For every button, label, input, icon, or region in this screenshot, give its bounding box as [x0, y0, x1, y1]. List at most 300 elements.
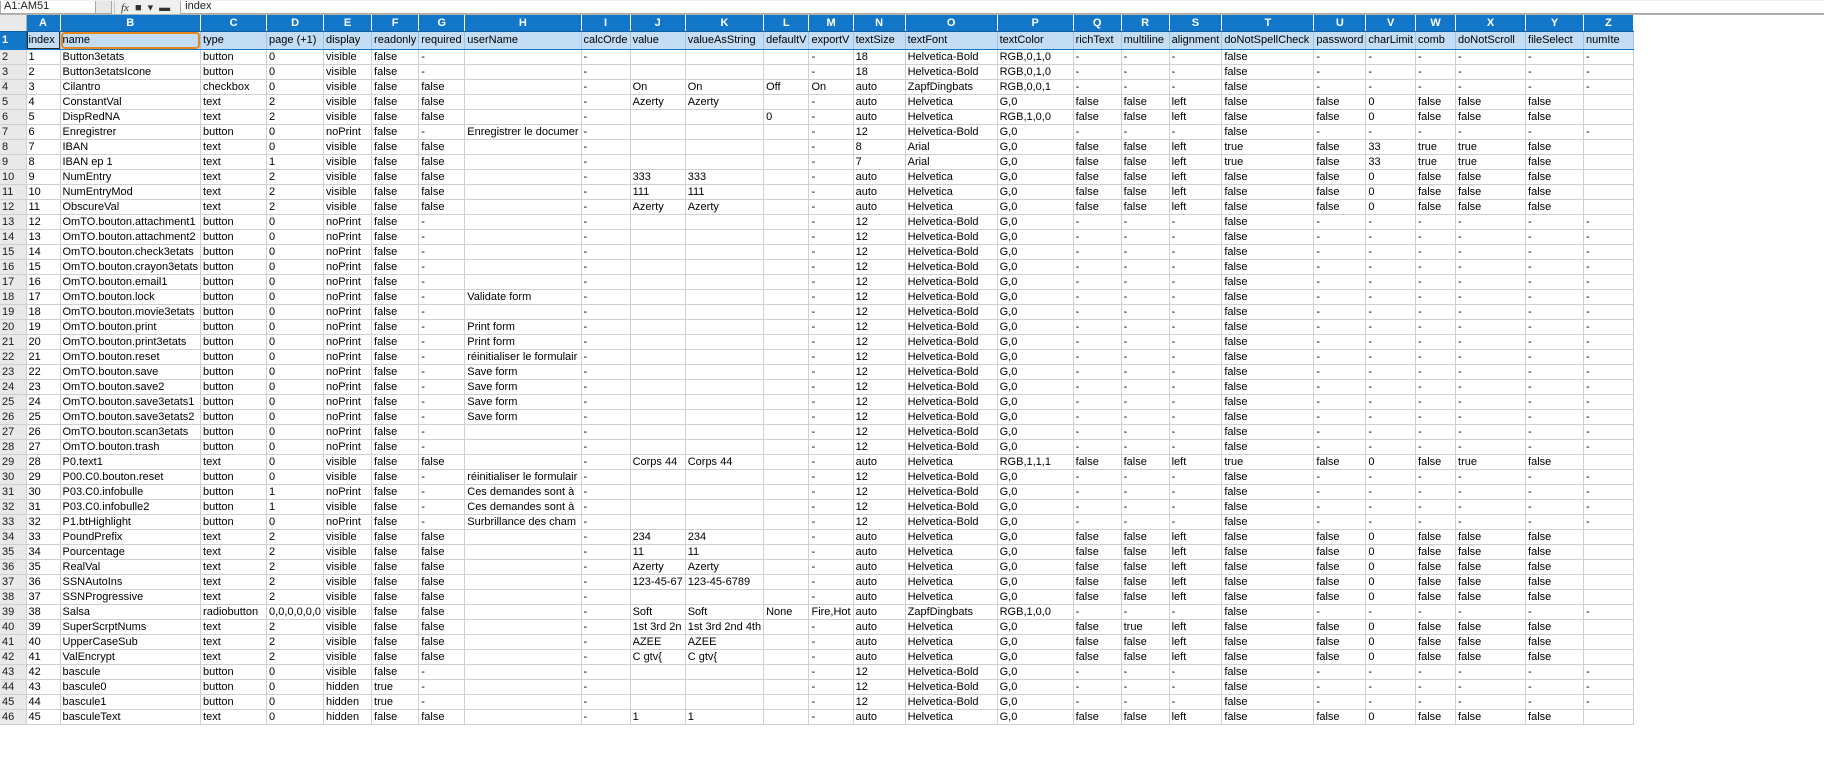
cell[interactable]: false — [1073, 590, 1121, 605]
cell[interactable] — [465, 440, 581, 455]
cell[interactable] — [630, 140, 685, 155]
cell[interactable]: button — [201, 665, 267, 680]
cell[interactable]: - — [1526, 320, 1584, 335]
cell[interactable]: left — [1169, 110, 1222, 125]
cell[interactable]: 0 — [267, 665, 324, 680]
cell[interactable]: - — [1314, 320, 1366, 335]
row-header-44[interactable]: 44 — [0, 680, 26, 695]
cell[interactable] — [630, 515, 685, 530]
cell[interactable]: visible — [324, 590, 372, 605]
cell[interactable] — [465, 590, 581, 605]
cell[interactable]: G,0 — [997, 695, 1073, 710]
cell[interactable]: auto — [853, 170, 905, 185]
cell[interactable]: Helvetica-Bold — [905, 230, 997, 245]
cell[interactable]: false — [1222, 620, 1314, 635]
cell[interactable]: OmTO.bouton.attachment1 — [60, 215, 201, 230]
row-header-5[interactable]: 5 — [0, 95, 26, 110]
cell[interactable]: auto — [853, 635, 905, 650]
cell[interactable]: false — [419, 170, 465, 185]
cell[interactable]: - — [419, 695, 465, 710]
cell[interactable]: 44 — [26, 695, 60, 710]
cell[interactable]: Save form — [465, 365, 581, 380]
cell[interactable]: Helvetica-Bold — [905, 395, 997, 410]
cell[interactable]: - — [1456, 425, 1526, 440]
header-cell-p[interactable]: textColor — [997, 32, 1073, 50]
cell[interactable]: false — [1314, 455, 1366, 470]
cell[interactable] — [465, 575, 581, 590]
row-header-12[interactable]: 12 — [0, 200, 26, 215]
cell[interactable]: false — [1222, 170, 1314, 185]
cell[interactable] — [465, 140, 581, 155]
cell[interactable]: Helvetica — [905, 185, 997, 200]
cell[interactable] — [630, 440, 685, 455]
cell[interactable]: auto — [853, 200, 905, 215]
cell[interactable]: auto — [853, 650, 905, 665]
cell[interactable]: G,0 — [997, 200, 1073, 215]
cell[interactable]: - — [1121, 470, 1169, 485]
cell[interactable]: - — [1073, 50, 1121, 65]
cell[interactable]: bascule — [60, 665, 201, 680]
cell[interactable]: - — [419, 290, 465, 305]
cell[interactable]: - — [1526, 290, 1584, 305]
cell[interactable]: 2 — [267, 635, 324, 650]
cell[interactable]: - — [1584, 80, 1634, 95]
cell[interactable]: noPrint — [324, 290, 372, 305]
cell[interactable]: - — [1314, 695, 1366, 710]
cell[interactable]: - — [581, 710, 630, 725]
cell[interactable]: - — [1073, 410, 1121, 425]
cell[interactable]: 0 — [267, 50, 324, 65]
cell[interactable]: - — [1584, 275, 1634, 290]
cell[interactable]: G,0 — [997, 350, 1073, 365]
cell[interactable]: false — [372, 200, 419, 215]
cell[interactable]: 12 — [853, 275, 905, 290]
column-header-v[interactable]: V — [1366, 15, 1416, 32]
cell[interactable]: auto — [853, 590, 905, 605]
header-cell-c[interactable]: type — [201, 32, 267, 50]
cell[interactable]: false — [372, 710, 419, 725]
cell[interactable]: button — [201, 350, 267, 365]
cell[interactable]: - — [1416, 245, 1456, 260]
cell[interactable]: - — [581, 155, 630, 170]
cell[interactable]: false — [1456, 635, 1526, 650]
cell[interactable]: - — [1314, 260, 1366, 275]
cell[interactable]: button — [201, 515, 267, 530]
cell[interactable]: Helvetica-Bold — [905, 65, 997, 80]
column-header-h[interactable]: H — [465, 15, 581, 32]
row-header-38[interactable]: 38 — [0, 590, 26, 605]
cell[interactable]: Button3etats — [60, 50, 201, 65]
row-header-9[interactable]: 9 — [0, 155, 26, 170]
cell[interactable]: G,0 — [997, 575, 1073, 590]
cell[interactable]: false — [1314, 620, 1366, 635]
cell[interactable]: false — [372, 110, 419, 125]
cell[interactable]: - — [1121, 680, 1169, 695]
cell[interactable]: Fire,Hot — [809, 605, 853, 620]
column-header-d[interactable]: D — [267, 15, 324, 32]
cell[interactable] — [764, 650, 809, 665]
cell[interactable]: 41 — [26, 650, 60, 665]
cell[interactable]: - — [809, 50, 853, 65]
cell[interactable]: Azerty — [630, 95, 685, 110]
cell[interactable]: RGB,1,0,0 — [997, 605, 1073, 620]
select-all-corner[interactable] — [0, 15, 26, 32]
cell[interactable]: noPrint — [324, 485, 372, 500]
cell[interactable]: OmTO.bouton.print3etats — [60, 335, 201, 350]
cell[interactable]: button — [201, 440, 267, 455]
cell[interactable]: false — [372, 665, 419, 680]
header-cell-j[interactable]: value — [630, 32, 685, 50]
cell[interactable]: - — [1169, 425, 1222, 440]
cell[interactable]: false — [1121, 200, 1169, 215]
row-header-46[interactable]: 46 — [0, 710, 26, 725]
row-header-42[interactable]: 42 — [0, 650, 26, 665]
cell[interactable]: false — [1416, 590, 1456, 605]
cell[interactable] — [630, 365, 685, 380]
cell[interactable]: left — [1169, 170, 1222, 185]
cell[interactable]: auto — [853, 605, 905, 620]
column-header-w[interactable]: W — [1416, 15, 1456, 32]
cell[interactable]: - — [1456, 245, 1526, 260]
column-header-m[interactable]: M — [809, 15, 853, 32]
cell[interactable]: - — [809, 710, 853, 725]
cell[interactable]: visible — [324, 620, 372, 635]
cell[interactable]: false — [419, 185, 465, 200]
header-cell-m[interactable]: exportV — [809, 32, 853, 50]
cell[interactable] — [764, 155, 809, 170]
cell[interactable]: text — [201, 455, 267, 470]
cell[interactable]: false — [1121, 575, 1169, 590]
cell[interactable]: false — [1222, 425, 1314, 440]
cell[interactable]: 0 — [267, 65, 324, 80]
cell[interactable]: false — [1073, 95, 1121, 110]
cell[interactable] — [685, 500, 763, 515]
cell[interactable]: text — [201, 590, 267, 605]
row-header-29[interactable]: 29 — [0, 455, 26, 470]
cell[interactable]: - — [1456, 335, 1526, 350]
cell[interactable]: 111 — [630, 185, 685, 200]
cell[interactable]: visible — [324, 650, 372, 665]
cell[interactable]: G,0 — [997, 635, 1073, 650]
cell[interactable]: 10 — [26, 185, 60, 200]
cell[interactable]: button — [201, 65, 267, 80]
row-header-7[interactable]: 7 — [0, 125, 26, 140]
cell[interactable]: false — [372, 275, 419, 290]
cell[interactable]: - — [1366, 305, 1416, 320]
cell[interactable] — [465, 605, 581, 620]
cell[interactable] — [465, 650, 581, 665]
cell[interactable]: UpperCaseSub — [60, 635, 201, 650]
cell[interactable] — [764, 485, 809, 500]
cell[interactable]: false — [1222, 335, 1314, 350]
cell[interactable] — [630, 320, 685, 335]
cell[interactable]: 37 — [26, 590, 60, 605]
cell[interactable]: G,0 — [997, 275, 1073, 290]
cell[interactable]: - — [1456, 410, 1526, 425]
cell[interactable]: - — [1584, 305, 1634, 320]
cell[interactable]: Helvetica-Bold — [905, 50, 997, 65]
cell[interactable]: - — [1526, 275, 1584, 290]
cell[interactable]: G,0 — [997, 155, 1073, 170]
header-cell-e[interactable]: display — [324, 32, 372, 50]
cell[interactable]: text — [201, 140, 267, 155]
cell[interactable]: 0 — [1366, 710, 1416, 725]
cell[interactable]: - — [1169, 245, 1222, 260]
cell[interactable]: - — [581, 620, 630, 635]
cell[interactable]: - — [809, 215, 853, 230]
cell[interactable]: - — [1169, 215, 1222, 230]
cell[interactable]: - — [1416, 260, 1456, 275]
cell[interactable]: false — [372, 365, 419, 380]
cell[interactable]: - — [581, 110, 630, 125]
cell[interactable]: false — [1222, 215, 1314, 230]
cell[interactable]: true — [1456, 140, 1526, 155]
cell[interactable]: 26 — [26, 425, 60, 440]
cell[interactable]: true — [1222, 140, 1314, 155]
cell[interactable]: - — [1456, 215, 1526, 230]
cell[interactable]: - — [1073, 605, 1121, 620]
cell[interactable]: 12 — [853, 410, 905, 425]
cell[interactable]: false — [419, 80, 465, 95]
cell[interactable]: - — [419, 680, 465, 695]
cell[interactable]: - — [1121, 215, 1169, 230]
cell[interactable]: false — [1222, 410, 1314, 425]
cell[interactable]: 0 — [267, 410, 324, 425]
cell[interactable]: - — [1121, 395, 1169, 410]
cell[interactable]: G,0 — [997, 425, 1073, 440]
cell[interactable]: false — [1416, 560, 1456, 575]
cell[interactable]: Helvetica — [905, 530, 997, 545]
cell[interactable] — [465, 275, 581, 290]
cell[interactable]: false — [1416, 575, 1456, 590]
cell[interactable]: 0 — [1366, 560, 1416, 575]
cell[interactable]: - — [1169, 680, 1222, 695]
cell[interactable]: 0 — [1366, 545, 1416, 560]
cell[interactable]: - — [1314, 125, 1366, 140]
name-box[interactable]: A1:AM51 — [0, 1, 96, 14]
cell[interactable]: 0 — [1366, 530, 1416, 545]
cell[interactable]: Soft — [630, 605, 685, 620]
cell[interactable]: 36 — [26, 575, 60, 590]
column-header-y[interactable]: Y — [1526, 15, 1584, 32]
cell[interactable]: false — [1222, 125, 1314, 140]
cell[interactable] — [1584, 140, 1634, 155]
cell[interactable]: auto — [853, 560, 905, 575]
row-header-28[interactable]: 28 — [0, 440, 26, 455]
cell[interactable] — [685, 320, 763, 335]
cell[interactable] — [764, 545, 809, 560]
formula-input[interactable]: index — [180, 1, 1824, 14]
cell[interactable] — [764, 680, 809, 695]
cell[interactable]: false — [1416, 200, 1456, 215]
cell[interactable]: - — [809, 440, 853, 455]
cell[interactable]: false — [1416, 170, 1456, 185]
cell[interactable]: OmTO.bouton.attachment2 — [60, 230, 201, 245]
cell[interactable]: - — [1366, 440, 1416, 455]
cell[interactable]: réinitialiser le formulair — [465, 470, 581, 485]
cell[interactable]: false — [1456, 575, 1526, 590]
cell[interactable]: - — [1073, 305, 1121, 320]
cell[interactable]: false — [1222, 95, 1314, 110]
cell[interactable]: false — [1526, 650, 1584, 665]
cell[interactable]: - — [1456, 275, 1526, 290]
cell[interactable]: - — [1416, 215, 1456, 230]
cell[interactable] — [764, 440, 809, 455]
cell[interactable]: 0 — [267, 290, 324, 305]
cell[interactable] — [1584, 650, 1634, 665]
row-header-26[interactable]: 26 — [0, 410, 26, 425]
cell[interactable]: 2 — [267, 620, 324, 635]
cell[interactable]: - — [1121, 320, 1169, 335]
cell[interactable]: false — [1222, 185, 1314, 200]
cell[interactable] — [465, 710, 581, 725]
cell[interactable]: false — [1416, 635, 1456, 650]
cell[interactable] — [685, 305, 763, 320]
cell[interactable]: Helvetica-Bold — [905, 275, 997, 290]
cell[interactable] — [685, 365, 763, 380]
cell[interactable]: - — [809, 65, 853, 80]
cell[interactable]: - — [581, 335, 630, 350]
cell[interactable]: false — [1073, 575, 1121, 590]
cell[interactable]: - — [1073, 245, 1121, 260]
column-header-p[interactable]: P — [997, 15, 1073, 32]
cell[interactable]: text — [201, 560, 267, 575]
cell[interactable]: 45 — [26, 710, 60, 725]
cell[interactable]: - — [1121, 230, 1169, 245]
cell[interactable]: false — [1222, 350, 1314, 365]
cell[interactable] — [685, 350, 763, 365]
cell[interactable]: false — [1073, 170, 1121, 185]
cell[interactable]: C gtv{ — [685, 650, 763, 665]
cell[interactable]: - — [1073, 320, 1121, 335]
cell[interactable] — [465, 215, 581, 230]
cell[interactable] — [764, 710, 809, 725]
cell[interactable]: - — [1526, 410, 1584, 425]
cell[interactable] — [685, 125, 763, 140]
cell[interactable]: Print form — [465, 335, 581, 350]
cell[interactable] — [630, 680, 685, 695]
cell[interactable]: false — [1121, 545, 1169, 560]
column-header-j[interactable]: J — [630, 15, 685, 32]
cell[interactable]: 17 — [26, 290, 60, 305]
cell[interactable]: - — [1584, 50, 1634, 65]
cell[interactable]: ZapfDingbats — [905, 80, 997, 95]
cell[interactable]: false — [372, 95, 419, 110]
cell[interactable]: - — [1121, 695, 1169, 710]
cell[interactable]: Button3etatsIcone — [60, 65, 201, 80]
cell[interactable]: - — [1314, 485, 1366, 500]
cell[interactable]: false — [419, 155, 465, 170]
cell[interactable]: Helvetica-Bold — [905, 425, 997, 440]
cell[interactable]: true — [1456, 455, 1526, 470]
cell[interactable] — [764, 635, 809, 650]
cell[interactable]: - — [581, 410, 630, 425]
row-header-30[interactable]: 30 — [0, 470, 26, 485]
cell[interactable]: - — [1526, 665, 1584, 680]
cell[interactable]: 0 — [267, 275, 324, 290]
cell[interactable]: - — [1456, 680, 1526, 695]
row-header-15[interactable]: 15 — [0, 245, 26, 260]
cell[interactable]: OmTO.bouton.save3etats2 — [60, 410, 201, 425]
cell[interactable]: 43 — [26, 680, 60, 695]
cell[interactable]: - — [1121, 440, 1169, 455]
cell[interactable]: false — [1416, 620, 1456, 635]
cell[interactable]: RGB,1,0,0 — [997, 110, 1073, 125]
cell[interactable]: text — [201, 110, 267, 125]
cell[interactable]: - — [1456, 395, 1526, 410]
cell[interactable]: false — [372, 605, 419, 620]
cell[interactable]: - — [1526, 515, 1584, 530]
row-header-25[interactable]: 25 — [0, 395, 26, 410]
cell[interactable]: - — [809, 635, 853, 650]
cell[interactable]: - — [1416, 275, 1456, 290]
cell[interactable]: - — [1366, 320, 1416, 335]
cell[interactable]: button — [201, 320, 267, 335]
cell[interactable]: RGB,0,1,0 — [997, 50, 1073, 65]
cell[interactable]: false — [419, 110, 465, 125]
cell[interactable]: - — [1121, 50, 1169, 65]
cell[interactable]: 0 — [1366, 620, 1416, 635]
cell[interactable]: - — [809, 410, 853, 425]
cell[interactable]: text — [201, 185, 267, 200]
cell[interactable] — [764, 305, 809, 320]
cell[interactable]: false — [372, 170, 419, 185]
cell[interactable]: Enregistrer le documer — [465, 125, 581, 140]
row-header-13[interactable]: 13 — [0, 215, 26, 230]
cell[interactable]: SuperScrptNums — [60, 620, 201, 635]
cell[interactable]: false — [1314, 635, 1366, 650]
cell[interactable]: auto — [853, 185, 905, 200]
cell[interactable]: false — [1526, 140, 1584, 155]
cell[interactable]: false — [1121, 530, 1169, 545]
cell[interactable]: 0 — [1366, 455, 1416, 470]
cell[interactable]: - — [1416, 125, 1456, 140]
cell[interactable] — [764, 125, 809, 140]
cell[interactable]: - — [1416, 80, 1456, 95]
cell[interactable]: Helvetica — [905, 200, 997, 215]
cell[interactable]: 2 — [267, 185, 324, 200]
cell[interactable]: - — [419, 380, 465, 395]
cell[interactable]: - — [419, 215, 465, 230]
cell[interactable]: false — [1526, 560, 1584, 575]
cell[interactable] — [630, 215, 685, 230]
cell[interactable]: false — [1526, 185, 1584, 200]
cell[interactable]: false — [1121, 185, 1169, 200]
cell[interactable]: 12 — [853, 230, 905, 245]
cell[interactable]: false — [1222, 545, 1314, 560]
cell[interactable]: false — [372, 440, 419, 455]
cell[interactable]: 7 — [853, 155, 905, 170]
cell[interactable] — [465, 425, 581, 440]
cell[interactable]: false — [1526, 155, 1584, 170]
cell[interactable]: G,0 — [997, 365, 1073, 380]
cell[interactable]: - — [581, 650, 630, 665]
cell[interactable]: true — [372, 695, 419, 710]
cell[interactable]: false — [1222, 305, 1314, 320]
cell[interactable]: 9 — [26, 170, 60, 185]
cell[interactable]: - — [809, 380, 853, 395]
cell[interactable]: 33 — [26, 530, 60, 545]
cell[interactable]: OmTO.bouton.check3etats — [60, 245, 201, 260]
cell[interactable]: OmTO.bouton.lock — [60, 290, 201, 305]
cell[interactable]: G,0 — [997, 410, 1073, 425]
cell[interactable]: false — [419, 590, 465, 605]
cell[interactable]: - — [1416, 410, 1456, 425]
cell[interactable]: bascule1 — [60, 695, 201, 710]
cell[interactable]: 12 — [853, 425, 905, 440]
cell[interactable]: 2 — [267, 170, 324, 185]
cell[interactable]: false — [372, 500, 419, 515]
